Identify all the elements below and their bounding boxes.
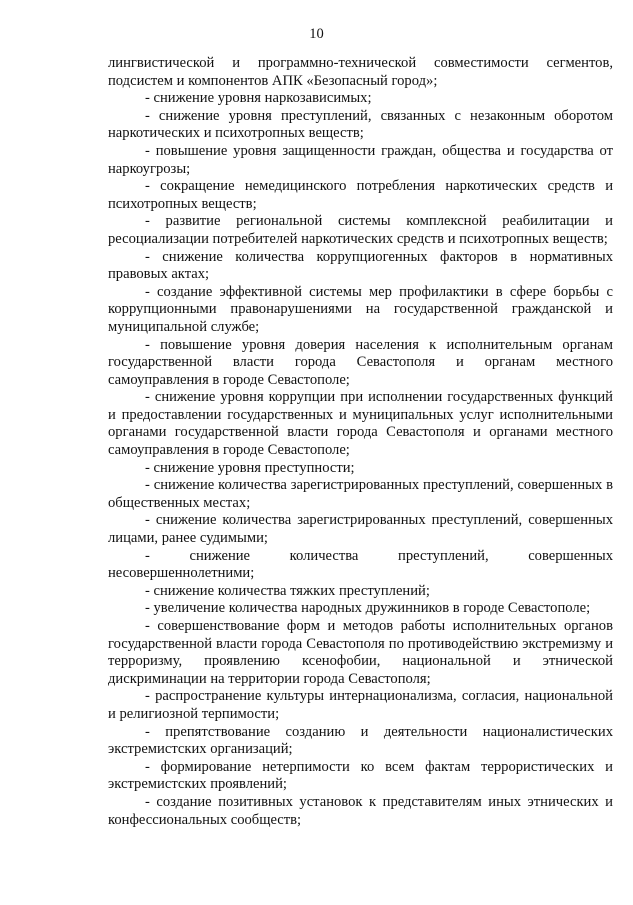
list-item: - создание позитивных установок к представителям иных этнических и конфессиональных сообществ;	[108, 793, 613, 828]
list-item: - снижение уровня преступности;	[145, 459, 355, 476]
list-item: - снижение уровня преступлений, связанных с незаконным оборотом наркотических и психотропных веществ;	[108, 107, 613, 142]
list-item: - формирование нетерпимости ко всем фактам террористических и экстремистских проявлений;	[108, 758, 613, 793]
list-item: - снижение уровня наркозависимых;	[145, 90, 372, 107]
list-item: - повышение уровня доверия населения к исполнительным органам государственной власти города Севастополя и органам местного самоуправления в городе Севастополе;	[108, 336, 613, 388]
document-body	[108, 55, 613, 829]
list-item: - сокращение немедицинского потребления наркотических средств и психотропных веществ;	[108, 178, 613, 212]
list-item: - снижение количества коррупциогенных факторов в нормативных правовых актах;	[108, 248, 613, 283]
list-item: - повышение уровня защищенности граждан, общества и государства от наркоугрозы;	[108, 142, 613, 177]
list-item: - снижение уровня коррупции при исполнении государственных функций и предоставлении государственных и муниципальных услуг исполнительными органами государственной власти города Севастополя и органами местного самоуправления в городе Севастополе;	[108, 389, 613, 459]
list-item: - развитие региональной системы комплексной реабилитации и ресоциализации потребителей наркотических средств и психотропных веществ;	[108, 213, 613, 247]
list-item: - создание эффективной системы мер профилактики в сфере борьбы с коррупционными правонарушениями на государственной гражданской и муниципальной службе;	[108, 283, 613, 335]
list-item: - увеличение количества народных дружинников в городе Севастополе;	[145, 600, 591, 617]
list-item: - снижение количества тяжких преступлений;	[145, 582, 430, 599]
page-number: 10	[309, 26, 324, 42]
paragraph-continuation: лингвистической и программно-технической совместимости сегментов, подсистем и компонентов АПК «Безопасный город»;	[108, 55, 613, 89]
list-item: - препятствование созданию и деятельности националистических экстремистских организаций;	[108, 723, 613, 758]
list-item: - снижение количества зарегистрированных преступлений, совершенных лицами, ранее судимыми;	[108, 512, 613, 547]
list-item: - распространение культуры интернационализма, согласия, национальной и религиозной терпимости;	[108, 688, 613, 722]
list-item: - снижение количества преступлений, совершенных несовершеннолетними;	[108, 547, 613, 582]
list-item: - снижение количества зарегистрированных преступлений, совершенных в общественных местах;	[108, 477, 613, 511]
list-item: - совершенствование форм и методов работы исполнительных органов государственной власти города Севастополя по противодействию экстремизму и терроризму, проявлению ксенофобии, национальной и этнической дискриминации на территории города Севастополя;	[108, 618, 613, 687]
